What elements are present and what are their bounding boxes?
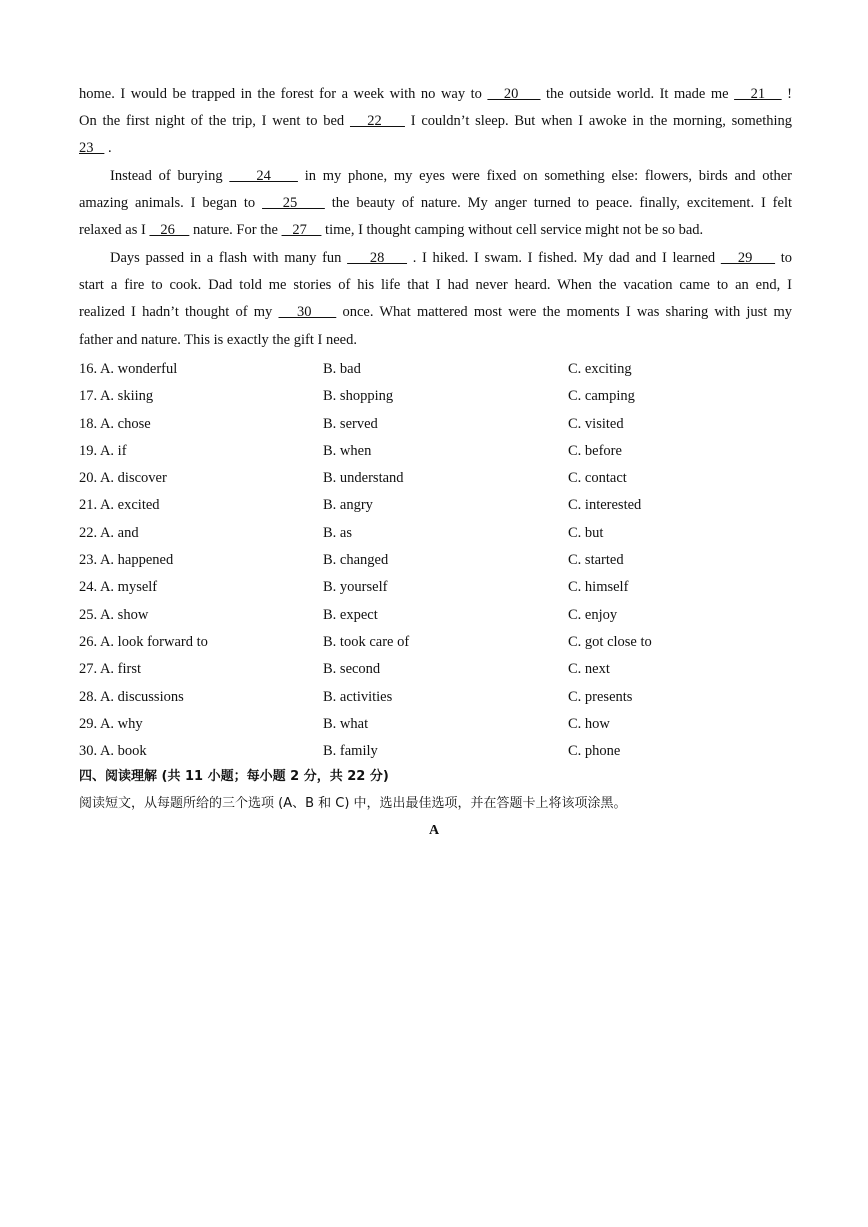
passage-text: nature. For the: [192, 222, 278, 239]
option-b: B. served: [323, 415, 378, 432]
passage-paragraph-2: [79, 163, 792, 245]
option-a: 21. A. excited: [79, 497, 160, 514]
passage-paragraph-1: [79, 81, 792, 163]
option-b: B. bad: [323, 361, 361, 377]
passage-text: the outside world. It made me: [546, 86, 729, 102]
passage-text: Instead of burying: [110, 168, 223, 184]
option-c: C. before: [568, 442, 622, 459]
option-b: B. what: [323, 715, 369, 732]
option-a: 29. A. why: [79, 715, 143, 732]
passage-text: amazing animals. I began to: [79, 195, 256, 212]
blank-29: 29: [720, 250, 776, 266]
passage-line: [79, 190, 792, 217]
passage-line: [79, 299, 792, 326]
option-a: 17. A. skiing: [79, 388, 154, 405]
passage-line: [79, 245, 792, 272]
option-a: 16. A. wonderful: [79, 361, 178, 377]
option-row-16: [79, 356, 792, 383]
option-b: B. took care of: [323, 633, 410, 650]
option-c: C. got close to: [568, 633, 652, 650]
option-b: B. as: [323, 524, 352, 541]
option-c: C. interested: [568, 497, 642, 514]
passage-line: [79, 108, 792, 135]
option-row-27: [79, 656, 792, 683]
option-a: 23. A. happened: [79, 552, 174, 569]
option-b: B. angry: [323, 497, 373, 514]
passage-line: [79, 327, 792, 354]
section-instruction: 阅读短文，从每题所给的三个选项 (A、B 和 C) 中，选出最佳选项，并在答题卡上将该项涂黑。: [79, 796, 627, 811]
option-c: C. started: [568, 552, 624, 569]
passage-text: to: [780, 250, 793, 266]
option-c: C. camping: [568, 388, 635, 405]
passage-text: realized I hadn’t thought of my: [79, 304, 273, 321]
option-row-28: [79, 684, 792, 711]
option-b: B. second: [323, 661, 381, 678]
option-a: 30. A. book: [79, 743, 147, 760]
option-row-23: [79, 547, 792, 574]
option-b: B. yourself: [323, 579, 388, 596]
passage-text: the beauty of nature. My anger turned to peace. finally, excitement. I felt: [331, 195, 793, 212]
passage-text: in my phone, my eyes were fixed on something else: flowers, birds and other: [304, 168, 793, 184]
option-a: 24. A. myself: [79, 579, 158, 596]
passage-line: [79, 163, 792, 190]
option-row-21: [79, 492, 792, 519]
blank-21: 21: [734, 86, 782, 102]
option-b: B. understand: [323, 470, 404, 487]
option-b: B. shopping: [323, 388, 394, 405]
option-a: 22. A. and: [79, 524, 139, 541]
option-row-30: [79, 738, 792, 765]
passage-line: [79, 217, 792, 244]
passage-paragraph-3: [79, 245, 792, 354]
option-c: C. enjoy: [568, 606, 618, 623]
passage-text: !: [787, 86, 793, 102]
blank-26: 26: [149, 222, 190, 239]
section-title: 四、阅读理解 (共 11 小题；每小题 2 分，共 22 分): [79, 769, 389, 784]
option-row-20: [79, 465, 792, 492]
passage-text: father and nature. This is exactly the gift I need.: [79, 331, 357, 348]
option-c: C. next: [568, 661, 610, 678]
option-row-18: [79, 411, 792, 438]
passage-label: A: [428, 823, 440, 838]
passage-text: time, I thought camping without cell service might not be so bad.: [325, 222, 704, 239]
passage-line: [79, 81, 792, 108]
option-c: C. but: [568, 524, 604, 541]
option-a: 26. A. look forward to: [79, 633, 208, 650]
passage-text: relaxed as I: [79, 222, 146, 239]
blank-24: 24: [229, 168, 298, 184]
option-b: B. changed: [323, 552, 389, 569]
blank-30: 30: [278, 304, 337, 321]
blank-28: 28: [347, 250, 408, 266]
passage-text: .: [108, 140, 112, 157]
blank-23: 23: [79, 140, 105, 157]
option-c: C. himself: [568, 579, 629, 596]
option-c: C. contact: [568, 470, 627, 487]
option-c: C. exciting: [568, 361, 632, 377]
option-row-29: [79, 711, 792, 738]
option-b: B. when: [323, 442, 372, 459]
passage-text: Days passed in a flash with many fun: [110, 250, 342, 266]
blank-27: 27: [281, 222, 322, 239]
passage-text: On the first night of the trip, I went to bed: [79, 113, 345, 130]
option-a: 20. A. discover: [79, 470, 167, 487]
passage-text: start a fire to cook. Dad told me stories of his life that I had never heard. When the vacation came to an end, I: [79, 277, 792, 294]
option-a: 28. A. discussions: [79, 688, 184, 705]
passage-text: . I hiked. I swam. I fished. My dad and I learned: [412, 250, 716, 266]
option-row-26: [79, 629, 792, 656]
option-row-17: [79, 383, 792, 410]
blank-25: 25: [262, 195, 325, 212]
passage-line: [79, 135, 792, 162]
option-b: B. expect: [323, 606, 378, 623]
blank-22: 22: [349, 113, 405, 130]
option-b: B. family: [323, 743, 378, 760]
option-row-25: [79, 602, 792, 629]
option-c: C. phone: [568, 743, 621, 760]
passage-line: [79, 272, 792, 299]
option-a: 18. A. chose: [79, 415, 151, 432]
option-c: C. visited: [568, 415, 624, 432]
answer-options: [79, 356, 792, 765]
passage-text: I couldn’t sleep. But when I awoke in the morning, something: [410, 113, 793, 130]
blank-20: 20: [487, 86, 541, 102]
passage-text: once. What mattered most were the moments I was sharing with just my: [342, 304, 793, 321]
passage-text: home. I would be trapped in the forest for a week with no way to: [79, 86, 482, 102]
option-a: 19. A. if: [79, 442, 127, 459]
option-row-24: [79, 574, 792, 601]
option-row-22: [79, 520, 792, 547]
option-a: 25. A. show: [79, 606, 149, 623]
option-b: B. activities: [323, 688, 393, 705]
option-a: 27. A. first: [79, 661, 142, 678]
option-c: C. presents: [568, 688, 633, 705]
option-c: C. how: [568, 715, 610, 732]
option-row-19: [79, 438, 792, 465]
